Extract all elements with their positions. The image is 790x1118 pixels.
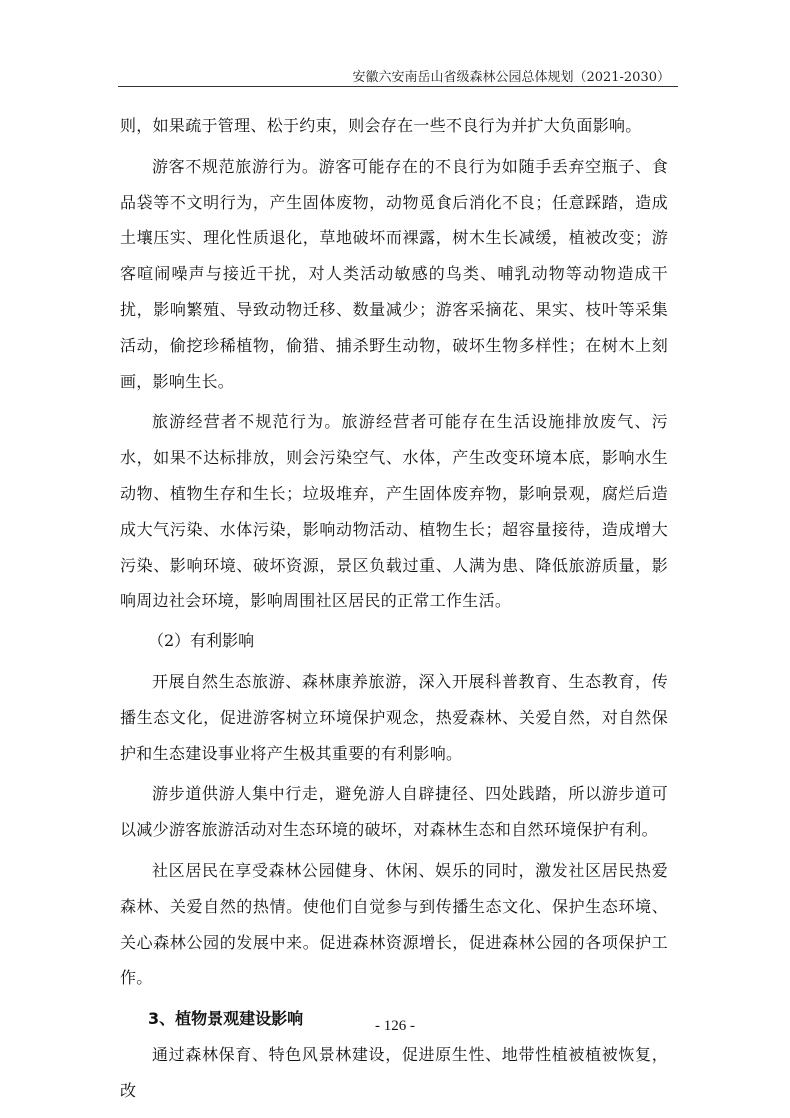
paragraph-continuation: 则，如果疏于管理、松于约束，则会存在一些不良行为并扩大负面影响。 bbox=[120, 116, 642, 135]
paragraph-trails: 游步道供游人集中行走，避免游人自辟捷径、四处践踏，所以游步道可以减少游客旅游活动对生态环境的破坏，对森林生态和自然环境保护有利。 bbox=[120, 784, 668, 840]
page-number: - 126 - bbox=[375, 1018, 415, 1034]
page-body bbox=[120, 108, 668, 1109]
section-heading-plant-landscape: 3、植物景观建设影响 bbox=[148, 1009, 304, 1029]
paragraph-forest-cultivation: 通过森林保育、特色风景林建设，促进原生性、地带性植被植被恢复，改 bbox=[120, 1044, 668, 1100]
paragraph-community: 社区居民在享受森林公园健身、休闲、娱乐的同时，激发社区居民热爱森林、关爱自然的热情。使他们自觉参与到传播生态文化、保护生态环境、关心森林公园的发展中来。促进森林资源增长，促进森林公园的各项保护工作。 bbox=[120, 860, 668, 988]
paragraph-tourist-behavior: 游客不规范旅游行为。游客可能存在的不良行为如随手丢弃空瓶子、食品袋等不文明行为，产生固体废物，动物觅食后消化不良；任意踩踏，造成土壤压实、理化性质退化，草地破坏而裸露，树木生长减缓，植被改变；游客喧闹噪声与接近干扰，对人类活动敏感的鸟类、哺乳动物等动物造成干扰，影响繁殖、导致动物迁移、数量减少；游客采摘花、果实、枝叶等采集活动，偷挖珍稀植物，偷猎、捕杀野生动物，破坏生物多样性；在树木上刻画，影响生长。 bbox=[120, 156, 668, 391]
paragraph-eco-tourism: 开展自然生态旅游、森林康养旅游，深入开展科普教育、生态教育，传播生态文化，促进游客树立环境保护观念，热爱森林、关爱自然，对自然保护和生态建设事业将产生极其重要的有利影响。 bbox=[120, 671, 668, 763]
header-divider bbox=[118, 86, 678, 87]
running-header: 安徽六安南岳山省级森林公园总体规划（2021-2030） bbox=[352, 70, 670, 85]
subheading-beneficial-impact: （2）有利影响 bbox=[148, 631, 255, 651]
paragraph-operator-behavior: 旅游经营者不规范行为。旅游经营者可能存在生活设施排放废气、污水，如果不达标排放，则会污染空气、水体，产生改变环境本底，影响水生动物、植物生存和生长；垃圾堆弃，产生固体废弃物，影响景观，腐烂后造成大气污染、水体污染，影响动物活动、植物生长；超容量接待，造成增大污染、影响环境、破坏资源，景区负载过重、人满为患、降低旅游质量，影响周边社会环境，影响周围社区居民的正常工作生活。 bbox=[120, 412, 668, 611]
